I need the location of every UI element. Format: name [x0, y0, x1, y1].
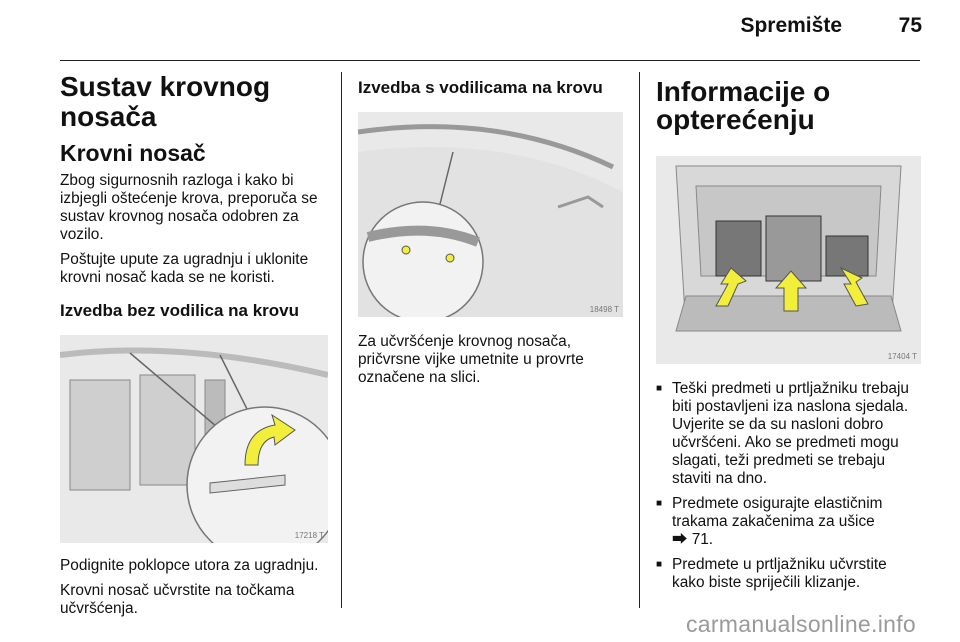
roof-slot-illustration [60, 335, 328, 543]
cross-reference-link[interactable]: 71. [691, 531, 714, 548]
column-left [60, 72, 328, 625]
section-heading: Informacije o opterećenju [656, 76, 831, 135]
bullet-list [656, 380, 921, 592]
subsection-heading: Krovni nosač [60, 140, 206, 166]
column-divider [639, 72, 640, 608]
variant-heading: Izvedba bez vodilica na krovu [60, 301, 300, 320]
column-right [656, 72, 921, 599]
column-middle [358, 72, 623, 394]
roof-rail-illustration [358, 112, 623, 317]
section-heading: Sustav krovnog nosača [60, 71, 271, 132]
list-item: ■ Teški predmeti u prtljažniku trebaju biti postavljeni iza naslona sjedala. Uvjerite se da su nasloni dobro učvršćeni. Ako se predmeti mogu slagati, teži predmeti se trebaju staviti na dno. [656, 380, 921, 488]
figure-number: 17218 T [294, 531, 324, 540]
cargo-load-figure [656, 156, 921, 364]
running-header-title: Spremište [740, 14, 842, 37]
variant-heading: Izvedba s vodilicama na krovu [358, 78, 603, 97]
list-item-text: Predmete osigurajte elastičnim trakama zakačenima za ušice [672, 495, 883, 530]
paragraph: Krovni nosač učvrstite na točkama učvršćenja. [60, 582, 295, 617]
figure-number: 18498 T [589, 305, 619, 314]
arrow-reference-icon: ⮕ [672, 531, 688, 548]
paragraph: Podignite poklopce utora za ugradnju. [60, 557, 319, 574]
header-rule [60, 60, 920, 61]
paragraph: Za učvršćenje krovnog nosača, pričvrsne vijke umetnite u provrte označene na slici. [358, 333, 584, 386]
list-item: ■ Predmete u prtljažniku učvrstite kako biste spriječili klizanje. [656, 556, 921, 592]
roof-rail-figure [358, 112, 623, 317]
column-divider [341, 72, 342, 608]
list-item [656, 495, 921, 549]
paragraph: Poštujte upute za ugradnju i uklonite krovni nosač kada se ne koristi. [60, 251, 309, 286]
paragraph: Zbog sigurnosnih razloga i kako bi izbjegli oštećenje krova, preporuča se sustav krovnog nosača odobren za vozilo. [60, 172, 318, 243]
roof-slot-figure [60, 335, 328, 543]
page-number: 75 [898, 14, 922, 37]
cargo-load-illustration [656, 156, 921, 364]
watermark: carmanualsonline.info [685, 611, 916, 637]
figure-number: 17404 T [887, 352, 917, 361]
